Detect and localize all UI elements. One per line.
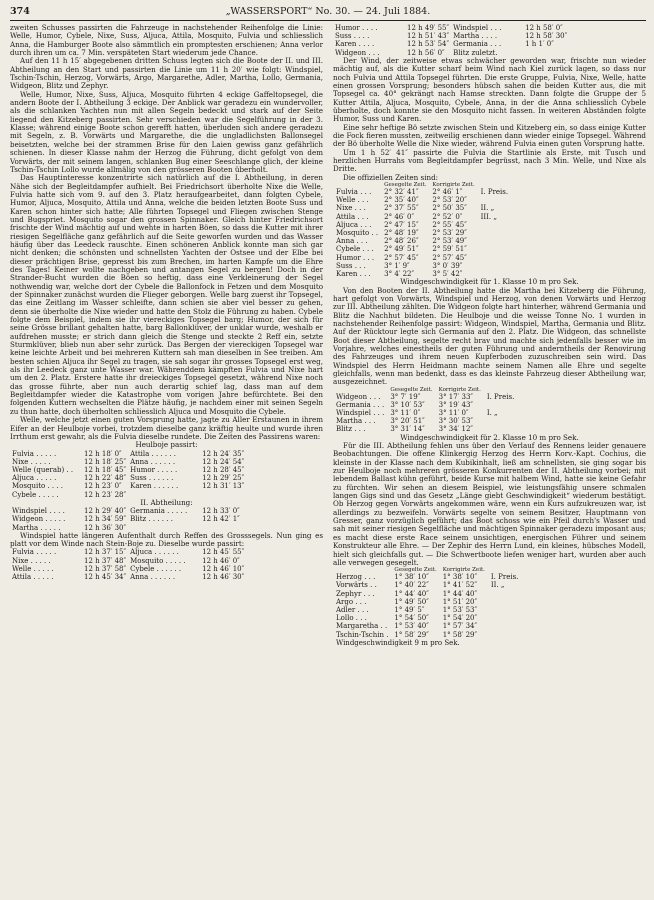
table-cell xyxy=(488,598,521,606)
article-paragraph: Das Hauptinteresse konzentrirte sich natürlich auf die I. Abtheilung, in deren Nähe sich der Begleitdampfer aufhielt. Bei Friedrichsort überholte Nixe die Welle, Fulvia hatte sich vom 9. auf den 3. Platz heraufgearbeitet, dann folgten Cybele, Humor, Aljuca, Mosquito, Attila und Anna, welche die beiden letzten Boote Suss und Karen schon hinter sich hatte; Alle führten Topsegel und Fliegen zwischen Stenge und Bugspriet. Mosquito sogar den grossen Spinnaker. Gleich hinter Friedrichsort frischte der Wind mächtig auf und wehte in harten Böen, so dass die Kutter mit ihrer riesigen Segelfläche ganz gefährlich auf die Seite geworfen wurden und das Wasser häufig über das Leedeck rauschte. Einen schöneren Anblick konnte man sich gar nicht denken; die schönsten und schnellsten Yachten der Ostsee und der Elbe bei dieser prächtigen Brise, gepresst bis zum Brechen, im harten Kampfe um die Ehre des Tages! Keiner wollte nachgeben und antangen Segel zu bergen! Doch in der Strander-Bucht wurden die Böen so heftig, dass eine Verkleinerung der Segel nothwendig war, welche dort der Cybele die Ballonfock in Fetzen und dem Mosquito der Spinnaker zunächst wurden die Flieger geborgen. Welle barg zuerst ihr Topsegel, das eine Zeitlang im Wasser schleifte, dann schien sie aber viel besser zu gehen, denn sie überholte die Nixe wieder und hatte den Stolz die Führung zu haben. Cybele folgte dem Beispiel, indem sie ihr viereckiges Topsegel barg; Humor, der sich für seine Grösse brillant gehalten hatte, barg Ballonklüver, der unklar wurde, weshalb er aufdrehen musste; er strich dann gleich die Stenge und steckte 2 Reff ein, setzte Sturmklüver, blieb nun aber sehr zurück. Das Bergen der viereckigen Topsegel war keine leichte Arbeit und bei mehreren Kuttern sah man dieselben in See treiben. Am besten schien Aljuca ihr Segel zu tragen, sie sah sogar ihr grosses Topsegel erst weg, als ihr Leedeck ganz unte Wasser war. Währenddem kämpften Fulvia und Nixe hart um den 2. Platz. Erstere hatte ihr dreieckiges Topsegel gesetzt, während Nixe noch das grosse führte, aber nun auch derartig schief lag, dass man auf dem Begleitdampfer wieder die Katastrophe vom vorigen Jahre befürchtete. Bei den folgenden Kuttern wechselten die Plätze häufig, je nachdem einer mit seinen Segeln zu thun hatte, doch überholten schliesslich Aljuca und Mosquito die Cybele. xyxy=(10,173,323,416)
table-stein-boje xyxy=(10,548,246,581)
table-cell: Mosquito . . . . xyxy=(12,482,64,491)
page-title: „WASSERSPORT“ No. 30. — 24. Juli 1884. xyxy=(225,6,431,17)
table-cell: 3° 4′ 22″ xyxy=(384,270,415,278)
table-cell: 2° 47′ 15″ xyxy=(384,220,419,229)
table-cell: Windspiel . . . . xyxy=(12,507,65,516)
table-cell: Karen . . . . xyxy=(335,40,375,49)
table-cell: 2° 48′ 26″ xyxy=(384,237,419,246)
table-cell: 12 h 58′ 0″ xyxy=(525,24,563,32)
table-cell: 1° 54′ 50″ xyxy=(394,614,429,623)
table-cell xyxy=(478,262,511,270)
table-cell: 2° 48′ 19″ xyxy=(384,228,419,237)
table-row xyxy=(333,409,517,417)
table-cell: Karen . . . xyxy=(336,270,371,278)
table-cell: 1° 54′ 20″ xyxy=(442,614,478,623)
table-cell: 12 h 49′ 55″ xyxy=(407,24,450,32)
table-cell: Humor . . . . . xyxy=(130,465,178,474)
table-cell: 12 h 36′ 30″ xyxy=(84,523,127,532)
article-paragraph: Die offiziellen Zeiten sind: xyxy=(343,172,439,182)
table-cell: I. „ xyxy=(486,409,498,418)
table-cell: Humor . . . xyxy=(336,253,375,262)
table-cell xyxy=(484,401,517,409)
table-cell: Attila . . . . . . xyxy=(130,449,177,458)
table-cell: Nixe . . . . . xyxy=(12,556,51,565)
table-cell xyxy=(488,606,521,614)
article-paragraph: zweiten Schusses passirten die Fahrzeuge in nachstehender Reihenfolge die Linie: Welle, Humor, Cybele, Nixe, Suss, Aljuca, Attila, Mosquito, Fulvia und schliesslich Anna, die Hamburger Boote also sämmtlich ein promptesten erschienen; Anna verlor durch ihren um ca. 7 Min. verspäteten Start wiederum jede Chance. xyxy=(10,24,323,58)
table-cell: Widgeon . . . xyxy=(336,392,381,401)
table-cell xyxy=(478,229,511,237)
column-header: Gesegelte Zeit. xyxy=(384,181,427,188)
table-cell: 12 h 45′ 34″ xyxy=(84,573,127,581)
table-cell: Argo . . . xyxy=(336,597,367,606)
article-paragraph: Um 1 h 52′ 41″ passirte die Fulvia die Startlinie als Erste, mit Tusch und herzlichen Hurrahs vom Begleitdampfer begrüsst, nach 3 Min. Welle, und Nixe als Dritte. xyxy=(333,147,646,174)
table-cell: Welle . . . . . xyxy=(12,564,54,573)
table-cell: Windspiel . . . xyxy=(336,409,385,418)
table-cell: Aljuca . . . . . xyxy=(12,474,57,483)
column-header: Gesegelte Zeit. xyxy=(390,386,433,393)
table-row xyxy=(333,237,511,245)
table-cell: III. „ xyxy=(480,212,498,221)
table-stein-boje-continued xyxy=(333,24,569,57)
table-row xyxy=(10,573,246,581)
table-cell: 3° 0′ 39″ xyxy=(432,261,463,270)
table-cell: 12 h 42′ 1″ xyxy=(202,515,240,524)
table-cell: Suss . . . . xyxy=(335,32,370,41)
columns xyxy=(10,24,646,647)
table-cell: 12 h 18′ 45″ xyxy=(84,465,127,474)
page-number: 374 xyxy=(10,6,30,17)
table-cell: I. Preis. xyxy=(480,187,509,196)
table-cell: 12 h 22′ 48″ xyxy=(84,474,127,483)
table-row xyxy=(333,196,511,204)
right-column xyxy=(333,24,646,647)
table-cell: 12 h 29′ 25″ xyxy=(202,474,245,483)
table-row xyxy=(333,229,511,237)
table-row xyxy=(333,573,521,581)
column-header: Korrigirte Zeit. xyxy=(432,181,475,188)
table-cell: Aljuca . . . . . . xyxy=(130,548,179,557)
table-cell: 12 h 46′ 30″ xyxy=(202,573,245,581)
table-cell: 12 h 24′ 54″ xyxy=(202,457,245,466)
table-cell xyxy=(478,221,511,229)
table-cell: 12 h 23′ 0″ xyxy=(84,482,122,491)
table-cell: 12 h 28′ 45″ xyxy=(202,465,245,474)
table-cell: Germania . . . xyxy=(336,400,385,409)
table-row xyxy=(333,245,511,253)
page-header xyxy=(10,4,646,21)
table-row xyxy=(10,466,246,474)
table-cell: 1° 49′ 5″ xyxy=(394,606,425,614)
table-row xyxy=(333,417,517,425)
table-cell: 1° 40′ 22″ xyxy=(394,581,429,590)
results-table-class-3 xyxy=(333,567,521,639)
table-cell: 12 h 33′ 0″ xyxy=(202,507,240,516)
table-cell: 2° 46′ 1″ xyxy=(432,187,463,196)
table-cell: Nixe . . . xyxy=(336,204,366,213)
table-cell: Herzog . . . xyxy=(336,573,376,582)
table-cell: 12 h 37′ 15″ xyxy=(84,548,127,557)
table-cell: Aljuca . . . xyxy=(336,220,372,229)
wind-speed-note: Windgeschwindigkeit für 1. Klasse 10 m pro Sek. xyxy=(400,277,579,287)
table-cell: Cybele . . . xyxy=(336,245,374,254)
table-heulboje xyxy=(10,450,246,499)
table-abt2 xyxy=(10,507,242,532)
section-heading-abt2: II. Abtheilung: xyxy=(140,497,193,507)
left-column xyxy=(10,24,323,647)
table-row xyxy=(333,622,521,630)
table-cell: 3° 11′ 0″ xyxy=(390,409,421,418)
table-cell: 2° 53′ 29″ xyxy=(432,228,467,237)
article-paragraph: Welle, Humor, Nixe, Suss, Aljuca, Mosquito führten 4 eckige Gaffeltopsegel, die andern Boote der I. Abtheilung 3 eckige. Der Anblick war geradezu ein wundervoller, als die schlanken Yachten nun mit allen Segeln bedeckt und stark auf der Seite liegend den Kitzeberg passirten. Sehr verschieden war die Segelführung in der 3. Klasse; während einige Boote schon gerefft hatten, überluden sich andere geradezu mit Segeln, z. B. Vorwärts und Margarethe, die die ungladlichsten Ballonsegel beisetzten, welche bei der strammen Brise für den Laien gewiss ganz gefährlich schienen. In dieser Klasse nahm der Herzog die Führung, dicht gefolgt von dem Vorwärts, der mit seinem langen, schlanken Bug einer Seeschlange glich, der kleine Tschin-Tschin Lollo wurde allmälig von den grösseren Booten überholt. xyxy=(10,89,323,174)
table-cell: 2° 53′ 49″ xyxy=(432,237,467,246)
table-cell xyxy=(478,245,511,253)
table-cell xyxy=(478,196,511,204)
table-row xyxy=(333,401,517,409)
table-cell: Suss . . . . . . xyxy=(130,474,174,483)
table-cell: 2° 57′ 45″ xyxy=(432,253,467,262)
table-cell: Anna . . . . . . xyxy=(130,573,176,581)
table-cell: Fulvia . . . . . xyxy=(12,449,57,458)
table-cell: 12 h 18′ 0″ xyxy=(84,449,122,458)
article-paragraph: Windspiel hatte längeren Aufenthalt durch Reffen des Grosssegels. Nun ging es platt vor dem Winde nach Stein-Boje zu. Dieselbe wurde passirt: xyxy=(10,530,323,549)
table-cell xyxy=(488,622,521,630)
table-row xyxy=(333,614,521,622)
table-cell xyxy=(488,590,521,598)
table-cell: Humor . . . . xyxy=(335,24,378,32)
table-cell: 2° 59′ 51″ xyxy=(432,245,467,254)
section-heading-heulboje: Heulboje passirt: xyxy=(135,440,198,450)
results-table-class-1 xyxy=(333,182,511,278)
table-row xyxy=(10,548,246,556)
table-row xyxy=(10,557,246,565)
table-cell: 1 h 1′ 0″ xyxy=(525,40,554,49)
table-cell: Suss . . . xyxy=(336,261,366,270)
table-cell: 1° 38′ 10″ xyxy=(394,573,429,582)
table-row xyxy=(333,606,521,614)
table-cell: Mosquito . . . . . xyxy=(130,556,186,565)
table-row xyxy=(333,393,517,401)
table-cell: 12 h 56′ 0″ xyxy=(407,48,445,57)
table-row xyxy=(333,221,511,229)
table-cell: 3° 7′ 19″ xyxy=(390,392,421,401)
table-row xyxy=(333,204,511,212)
table-cell: 12 h 46′ 10″ xyxy=(202,564,245,573)
table-cell: 1° 41′ 52″ xyxy=(442,581,478,590)
table-cell: 2° 50′ 35″ xyxy=(432,204,467,213)
table-row xyxy=(333,254,511,262)
table-row xyxy=(333,262,511,270)
table-cell: 2° 53′ 20″ xyxy=(432,196,467,205)
table-row xyxy=(333,24,569,32)
table-cell: I. Preis. xyxy=(486,392,515,401)
table-cell: Widgeon . . . . . xyxy=(12,515,66,524)
table-cell: 2° 46′ 0″ xyxy=(384,212,415,221)
table-row xyxy=(333,32,569,40)
table-cell: 12 h 46′ 0″ xyxy=(202,556,240,565)
table-cell xyxy=(478,237,511,245)
table-cell: Blitz zuletzt. xyxy=(453,48,498,57)
table-cell: 3° 30′ 53″ xyxy=(438,417,474,426)
table-cell: 1° 53′ 40″ xyxy=(394,622,429,631)
table-cell xyxy=(478,254,511,262)
table-row xyxy=(10,458,246,466)
table-cell xyxy=(488,614,521,622)
table-cell: Margaretha . . xyxy=(336,622,388,631)
table-cell: Windspiel . . . xyxy=(453,24,502,32)
table-cell: 3° 19′ 43″ xyxy=(438,400,474,409)
table-cell: 2° 32′ 41″ xyxy=(384,187,419,196)
table-cell: II. „ xyxy=(490,581,505,590)
table-cell: Cybele . . . . . xyxy=(12,490,59,499)
table-cell: Attila . . . . . xyxy=(12,573,54,581)
table-cell: 12 h 37′ 58″ xyxy=(84,564,127,573)
article-paragraph: Von den Booten der II. Abtheilung hatte die Martha bei Kitzeberg die Führung, hart gefolgt von Vorwärts, Windspiel und Herzog, von denen Vorwärts und Herzog zur III. Abtheilung zählten. Die Widgeon folgte hart hinterher, während Germania und Blitz die Nachhut bildeten. Die Heulboje und die weisse Tonne No. 1 wurden in nachstehender Reihenfolge passirt: Widgeon, Windspiel, Martha, Germania und Blitz. Auf der Rücktour legte sich Germania auf den 2. Platz. Die Widgeon, das schnellste Boot dieser Abtheilung, segelte recht brav und machte sich jedenfalls besser wie im Vorjahre, welches einestheils der guten Führung und anderntheils der Renovirung des Fahrzeuges und ihrem neuen Kupferboden zuzuschreiben sein wird. Das Windspiel des Herrn Heidmann machte seinem Namen alle Ehre und segelte gleichfalls, wenn man bedenkt, dass es das kleinste Fahrzeug dieser Abtheilung war, ausgezeichnet. xyxy=(333,285,646,387)
table-cell: Zephyr . . . xyxy=(336,589,375,598)
table-cell: Anna . . . xyxy=(336,237,368,246)
table-cell: 12 h 51′ 43″ xyxy=(407,32,450,41)
table-cell: II. „ xyxy=(480,204,495,213)
column-header: Gesegelte Zeit. xyxy=(394,567,437,574)
table-cell: Fulvia . . . xyxy=(336,187,372,196)
table-cell: 1° 51′ 20″ xyxy=(442,597,478,606)
table-cell: 12 h 45′ 55″ xyxy=(202,548,245,557)
table-row xyxy=(10,482,246,490)
table-cell: 1° 44′ 40″ xyxy=(442,589,478,598)
table-cell: Fulvia . . . . . xyxy=(12,548,57,557)
table-cell: 2° 55′ 45″ xyxy=(432,220,467,229)
table-cell xyxy=(200,491,246,499)
table-row xyxy=(333,590,521,598)
table-cell: 12 h 37′ 48″ xyxy=(84,556,127,565)
table-cell: 3° 11′ 0″ xyxy=(438,409,469,418)
table-cell: 2° 35′ 40″ xyxy=(384,196,419,205)
table-cell: Nixe . . . . . xyxy=(12,457,51,466)
table-cell: 2° 52′ 0″ xyxy=(432,212,463,221)
table-cell: 2° 49′ 51″ xyxy=(384,245,419,254)
article-paragraph: Der Wind, der zeitweise etwas schwächer geworden war, frischte nun wieder mächtig auf, als die Kutter scharf beim Wind nach Kiel zurück lagen, so dass nur noch Fulvia und Attila Topsegel führten. Die erste Gruppe, Fulvia, Nixe, Welle, hatte einen grossen Vorsprung; besonders hübsch sahen die beiden Kutter aus, die mit Topsegel ca. 40° gekrängt nach Hamse streckten. Dann folgte die Gruppe der 5 Kutter Attila, Aljuca, Mosquito, Cybele, Anna, in der die Anna schliesslich Cybele überholte, doch konnte sie den Mosquito nicht fassen. In weiteren Abständen folgte Humor, Suss und Karen. xyxy=(333,55,646,124)
table-row xyxy=(333,40,569,48)
table-row xyxy=(333,581,521,589)
table-cell: 12 h 29′ 40″ xyxy=(84,507,127,516)
table-cell: 2° 57′ 45″ xyxy=(384,253,419,262)
table-cell: Welle . . . xyxy=(336,196,369,205)
table-cell: Lollo . . . xyxy=(336,614,367,623)
wind-speed-note: Windgeschwindigkeit 9 m pro Sek. xyxy=(336,638,460,647)
table-cell: 1° 57′ 34″ xyxy=(442,622,478,631)
table-cell: Anna . . . . . . xyxy=(130,457,176,466)
table-cell: 3° 34′ 12″ xyxy=(438,425,474,434)
table-cell: 3° 1′ 9″ xyxy=(384,261,410,270)
table-cell: 3° 31′ 14″ xyxy=(390,425,425,434)
table-cell: Tschin-Tschin . xyxy=(336,630,389,639)
table-cell: 1° 44′ 40″ xyxy=(394,589,429,598)
table-row xyxy=(10,565,246,573)
table-row xyxy=(333,213,511,221)
table-cell: Mosquito . . xyxy=(336,228,379,237)
table-cell: 12 h 18′ 25″ xyxy=(84,457,127,466)
table-cell: Adler . . . xyxy=(336,606,369,614)
table-cell: 12 h 34′ 59″ xyxy=(84,515,127,524)
table-row xyxy=(10,507,242,515)
table-cell: Martha . . . xyxy=(336,417,376,426)
table-cell: 12 h 58′ 30″ xyxy=(525,32,568,41)
table-cell: 1° 49′ 50″ xyxy=(394,597,429,606)
table-cell: Vorwärts . . xyxy=(336,581,377,590)
table-cell: Welle (querab) . . xyxy=(12,465,74,474)
results-table-class-2 xyxy=(333,387,517,434)
article-paragraph: Auf den 11 h 15′ abgegebenen dritten Schuss legten sich die Boote der II. und III. Abtheilung an den Start und passirten die Linie um 11 h 20′ wie folgt: Windspiel, Tschin-Tschin, Herzog, Vorwärts, Argo, Margarethe, Adler, Martha, Lollo, Germania, Widgeon, Blitz und Zephyr. xyxy=(10,56,323,91)
table-cell: 1° 58′ 29″ xyxy=(394,630,429,639)
table-cell: Germania . . . xyxy=(453,40,502,49)
table-cell: 1° 58′ 29″ xyxy=(442,630,478,639)
table-row xyxy=(10,474,246,482)
table-cell: 1° 53′ 53″ xyxy=(442,606,478,614)
table-cell: 3° 20′ 51″ xyxy=(390,417,425,426)
table-row xyxy=(10,515,242,523)
table-cell: Martha . . . . xyxy=(453,32,498,41)
table-row xyxy=(333,188,511,196)
table-cell: 12 h 24′ 35″ xyxy=(202,449,245,458)
table-cell: 2° 37′ 55″ xyxy=(384,204,419,213)
table-cell: Karen . . . . . . xyxy=(130,482,179,491)
table-cell: 3° 5′ 42″ xyxy=(432,270,463,278)
table-cell: 3° 10′ 53″ xyxy=(390,400,425,409)
table-row xyxy=(333,598,521,606)
table-cell: Cybele . . . . . . xyxy=(130,564,182,573)
column-header: Korrigirte Zeit. xyxy=(438,386,481,393)
table-row xyxy=(10,450,246,458)
article-paragraph: Welle, welche jetzt einen guten Vorsprung hatte, jagte zu Aller Erstaunen in ihrem Eifer an der Heulboje vorbei, trotzdem dieselbe ganz kräftig heulte und wurde ihren Irrthum erst gewahr, als die Fulvia dieselbe rundete. Die Zeiten des Passirens waren: xyxy=(10,415,323,441)
table-cell: Widgeon . . . xyxy=(335,48,380,57)
table-cell: Attila . . . xyxy=(336,212,369,221)
table-cell: Blitz . . . . . . xyxy=(130,515,173,524)
table-cell: Blitz . . . xyxy=(336,425,366,434)
table-cell: Martha . . . . . xyxy=(12,523,61,532)
table-cell: 3° 17′ 33″ xyxy=(438,392,474,401)
table-cell: Germania . . . . . xyxy=(130,507,188,516)
column-header: Korrigirte Zeit. xyxy=(442,567,485,574)
article-paragraph: Eine sehr heftige Bö setzte zwischen Stein und Kitzeberg ein, so dass einige Kutter die Fock fieren mussten, zeitweilig erschienen dann wieder einige Topsegel. Während der Bö überholte Welle die Nixe wieder, während Fulvia einen guten Vorsprung hatte. xyxy=(333,122,646,149)
table-cell xyxy=(484,417,517,425)
table-cell: I. Preis. xyxy=(490,573,519,582)
table-row xyxy=(333,631,521,639)
article-paragraph: Für die III. Abtheilung fehlen uns über den Verlauf des Rennens leider genauere Beobachtungen. Die offene Klinkergig Herzog des Herrn Korv.-Kapt. Cochius, die kleinste in der Klasse nach dem Kubikinhalt, ließ am schnellsten, sie ging sogar bis zur Heulboje noch mehreren grösseren Konkurrenten der II. Abtheilung vorbei; mit lebendem Ballast kühn geführt, beide Kurse mit halbem Wind, hatte sie keine Gefahr zu fürchten. Wir sehen an diesem Beispiel, wie leistungsfähig unsere schmalen langen Gigs sind und das Gesetz „Länge giebt Geschwindigkeit“ wiederum bestätigt. Ob Herzog gegen Vorwärts angekommen wäre, wenn ein Kurs aufzukreuzen war, ist allerdings zu bezweifeln. Vorwärts segelte von seinem Besitzer, Hauptmann von Gresser, ganz vorzüglich geführt; das Boot schoss wie ein Pfeil durch's Wasser und sah mit seiner riesigen Segelfläche und mächtigen Spinnaker geradezu imposant aus; es macht diese erste Race seinem unsichtigen, energischen Führer und seinem Konstrukteur alle Ehre. — Der Zephir des Herrn Lund, ein kleines, hübsches Modell, hielt sich gleichfalls gut. — Die Schwertboote liefen weniger hart, wurden aber auch alle verwegen gesegelt. xyxy=(333,441,646,567)
table-cell: 1° 38′ 10″ xyxy=(442,573,478,582)
table-cell: 12 h 53′ 54″ xyxy=(407,40,450,49)
table-cell: 12 h 31′ 13″ xyxy=(202,482,245,491)
wind-speed-note: Windgeschwindigkeit für 2. Klasse 10 m pro Sek. xyxy=(400,432,579,442)
table-cell: 12 h 23′ 28″ xyxy=(84,490,127,499)
table-cell xyxy=(488,631,521,639)
table-row xyxy=(10,491,246,499)
